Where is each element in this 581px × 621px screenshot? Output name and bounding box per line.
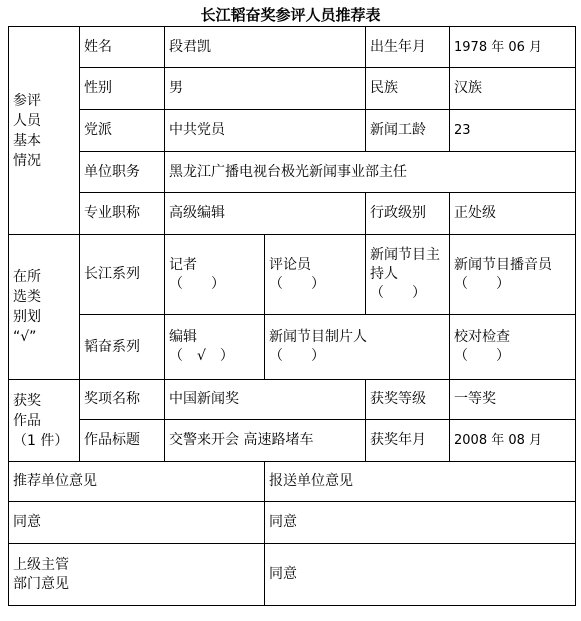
title-value: 高级编辑 <box>165 193 366 235</box>
option-editor: 编辑 （ √ ） <box>165 315 265 380</box>
changjiang-series-label: 长江系列 <box>80 235 165 315</box>
years-label: 新闻工龄 <box>366 110 450 152</box>
work-title-label: 作品标题 <box>80 420 165 462</box>
form-title: 长江韬奋奖参评人员推荐表 <box>200 6 381 24</box>
announcer-checkbox[interactable]: （ ） <box>454 275 510 292</box>
basic-info-section-label: 参评 人员 基本 情况 <box>9 27 80 235</box>
years-value: 23 <box>450 110 576 152</box>
admin-level-value: 正处级 <box>450 193 576 235</box>
award-level-label: 获奖等级 <box>366 380 450 420</box>
option-host: 新闻节目主持人 （ ） <box>366 235 450 315</box>
option-producer: 新闻节目制片人 （ ） <box>265 315 450 380</box>
gender-label: 性别 <box>80 68 165 110</box>
work-title-value: 交警来开会 高速路堵车 <box>165 420 366 462</box>
award-section-label: 获奖 作品 （1 件） <box>9 380 80 462</box>
recommend-unit-opinion: 同意 <box>9 502 265 544</box>
award-item-label: 奖项名称 <box>80 380 165 420</box>
birth-label: 出生年月 <box>366 27 450 68</box>
option-announcer: 新闻节目播音员 （ ） <box>450 235 576 315</box>
editor-checkbox[interactable]: （ √ ） <box>169 348 234 364</box>
ethnic-label: 民族 <box>366 68 450 110</box>
award-date-value: 2008 年 08 月 <box>450 420 576 462</box>
reporter-checkbox[interactable]: （ ） <box>169 275 225 292</box>
admin-level-label: 行政级别 <box>366 193 450 235</box>
option-proofreading: 校对检查 （ ） <box>450 315 576 380</box>
title-label: 专业职称 <box>80 193 165 235</box>
option-commentator: 评论员 （ ） <box>265 235 366 315</box>
birth-value: 1978 年 06 月 <box>450 27 576 68</box>
recommendation-form-table <box>8 26 576 606</box>
award-level-value: 一等奖 <box>450 380 576 420</box>
party-value: 中共党员 <box>165 110 366 152</box>
superior-dept-label: 上级主管 部门意见 <box>9 544 265 606</box>
host-checkbox[interactable]: （ ） <box>370 285 426 301</box>
proofreading-checkbox[interactable]: （ ） <box>454 348 510 364</box>
position-value: 黑龙江广播电视台极光新闻事业部主任 <box>165 152 576 193</box>
party-label: 党派 <box>80 110 165 152</box>
option-reporter: 记者 （ ） <box>165 235 265 315</box>
recommend-unit-label: 推荐单位意见 <box>9 462 265 502</box>
commentator-checkbox[interactable]: （ ） <box>269 275 325 292</box>
name-label: 姓名 <box>80 27 165 68</box>
name-value: 段君凯 <box>165 27 366 68</box>
producer-checkbox[interactable]: （ ） <box>269 348 325 364</box>
submit-unit-label: 报送单位意见 <box>265 462 576 502</box>
position-label: 单位职务 <box>80 152 165 193</box>
category-section-label: 在所 选类 别划 “√” <box>9 235 80 380</box>
ethnic-value: 汉族 <box>450 68 576 110</box>
superior-dept-opinion: 同意 <box>265 544 576 606</box>
gender-value: 男 <box>165 68 366 110</box>
submit-unit-opinion: 同意 <box>265 502 576 544</box>
taofen-series-label: 韬奋系列 <box>80 315 165 380</box>
award-date-label: 获奖年月 <box>366 420 450 462</box>
award-item-value: 中国新闻奖 <box>165 380 366 420</box>
